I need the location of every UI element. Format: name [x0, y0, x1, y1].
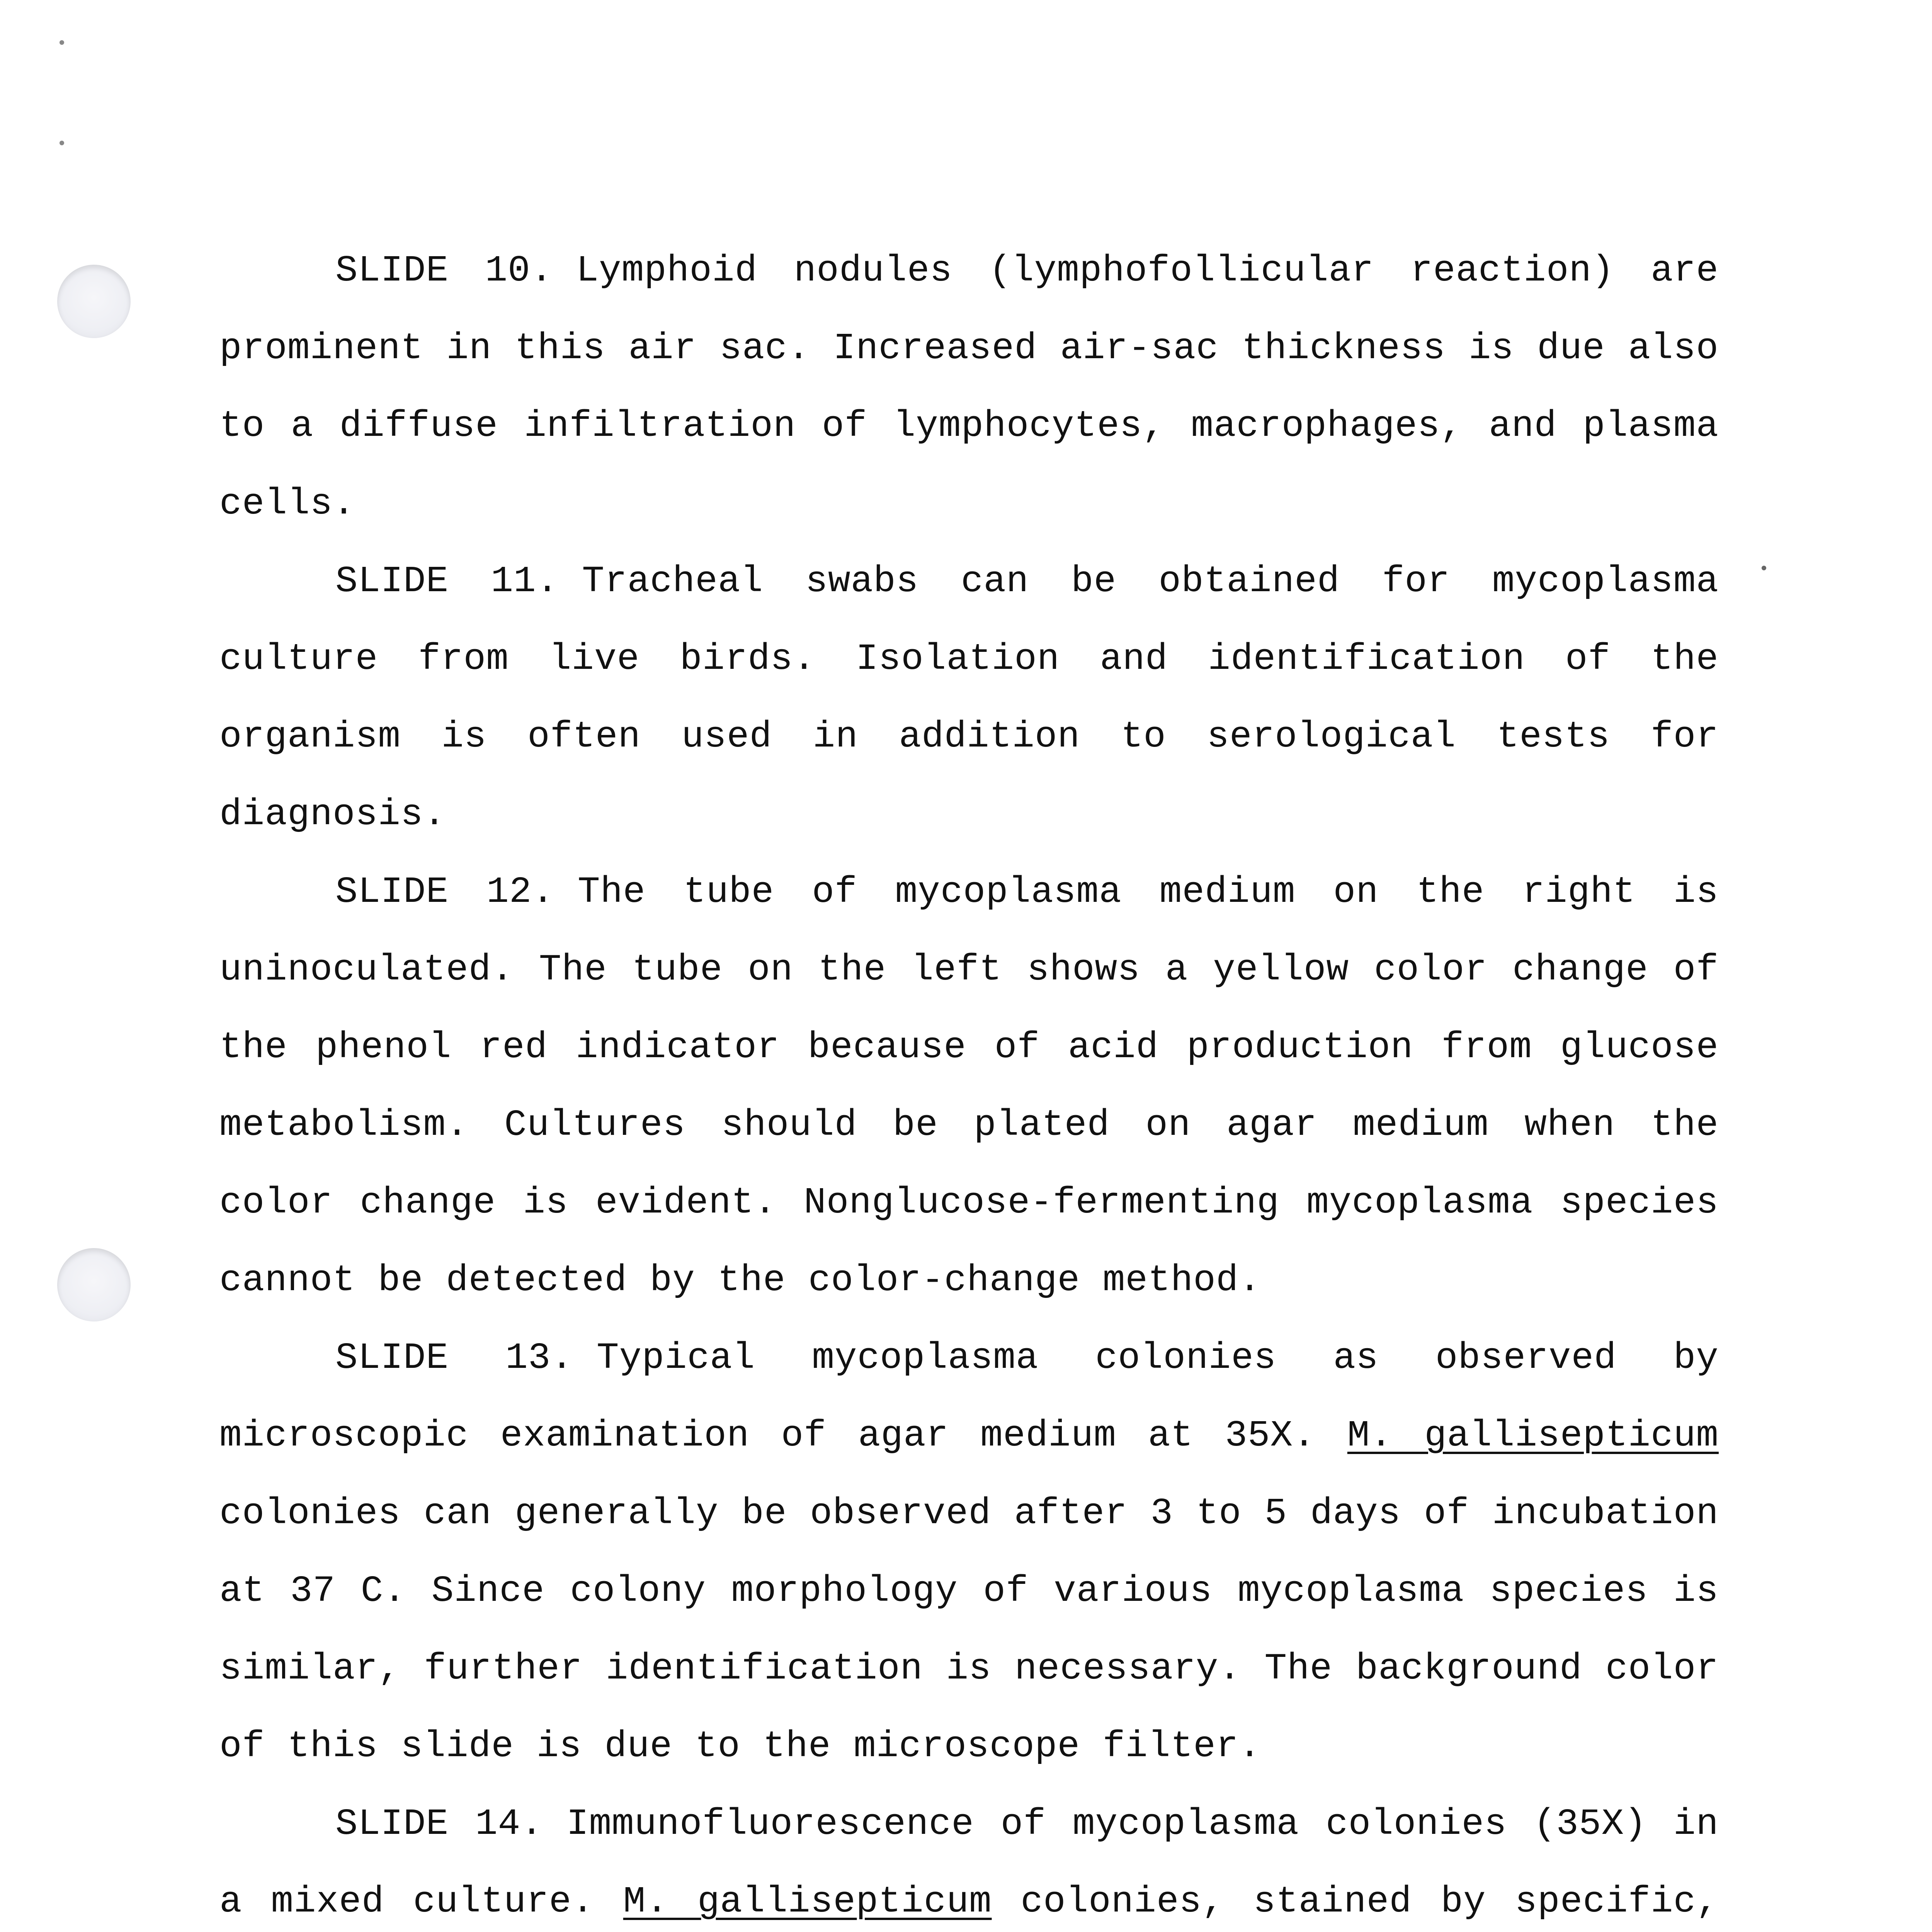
scan-speck — [1762, 566, 1766, 570]
slide-label: SLIDE 14. — [335, 1803, 543, 1845]
slide-label: SLIDE 10. — [335, 250, 553, 292]
paragraph-slide-10 — [219, 232, 1719, 543]
paragraph-slide-14 — [219, 1785, 1719, 1932]
species-name: M. gallisepticum — [1347, 1415, 1719, 1457]
paragraph-text: Tracheal swabs can be obtained for mycoplasma culture from live birds. Isolation and identification of the organism is often used in addition to serological tests for diagnosis. — [219, 560, 1719, 835]
paragraph-text: Typical mycoplasma colonies as observed by microscopic examination of agar medium at 35X. — [219, 1337, 1719, 1457]
slide-label: SLIDE 11. — [335, 560, 559, 602]
paragraph-text: colonies, stained by specific, — [1020, 1881, 1719, 1923]
slide-label: SLIDE 12. — [335, 871, 554, 913]
paragraph-slide-13 — [219, 1319, 1719, 1785]
scan-speck — [60, 141, 64, 145]
paragraph-text: colonies can generally be observed after 3 to 5 days of incubation at 37 C. Since colony morphology of various mycoplasma species is similar, further identification is necessary. The background color of this slide is due to the microscope filter. — [219, 1492, 1719, 1767]
scan-speck — [60, 40, 64, 45]
paragraph-text: Immunofluorescence of mycoplasma colonies (35X) in a mixed culture. — [219, 1803, 1719, 1923]
paragraph-text: Lymphoid nodules (lymphofollicular reaction) are prominent in this air sac. Increased air-sac thickness is due also to a diffuse infiltration of lymphocytes, macrophages, and plasma cells. — [219, 250, 1719, 525]
paragraph-slide-11 — [219, 543, 1719, 853]
document-body — [219, 232, 1719, 1932]
paragraph-slide-12 — [219, 853, 1719, 1319]
slide-label: SLIDE 13. — [335, 1337, 573, 1379]
species-name: M. gallisepticum — [623, 1881, 992, 1923]
paragraph-text: The tube of mycoplasma medium on the right is uninoculated. The tube on the left shows a yellow color change of the phenol red indicator because of acid production from glucose metabolism. Cultures should be plated on agar medium when the color change is evident. Nonglucose-fermenting mycoplasma species cannot be detected by the color-change method. — [219, 871, 1719, 1301]
